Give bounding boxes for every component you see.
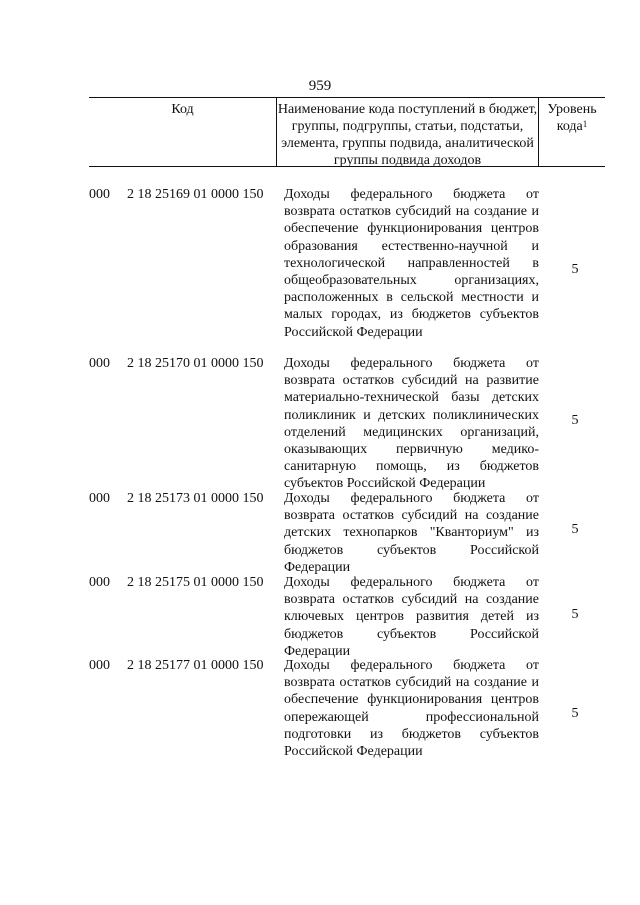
row-description: Доходы федерального бюджета от возврата остатков субсидий на создание детских технопарков "Кванториум" из бюджетов субъектов Российской Федерации bbox=[284, 491, 539, 575]
header-name-column: Наименование кода поступлений в бюджет, группы, подгруппы, статьи, подстатьи, элемента, группы подвида, аналитической группы подвида доходов bbox=[277, 98, 539, 166]
row-level: 5 bbox=[571, 706, 579, 721]
row-level: 5 bbox=[571, 413, 579, 428]
row-revenue-code: 2 18 25170 01 0000 150 bbox=[127, 356, 264, 371]
row-description: Доходы федерального бюджета от возврата остатков субсидий на создание и обеспечение функционирования центров опережающей профессиональной подготовки из бюджетов субъектов Российской Федерации bbox=[284, 658, 539, 760]
row-revenue-code: 2 18 25175 01 0000 150 bbox=[127, 575, 264, 590]
row-admin-code: 000 bbox=[89, 491, 110, 506]
row-description: Доходы федерального бюджета от возврата остатков субсидий на развитие материально-технической базы детских поликлиник и детских поликлинических отделений медицинских организаций, оказывающих первичную медико-санитарную помощь, из бюджетов субъектов Российской Федерации bbox=[284, 356, 539, 492]
row-admin-code: 000 bbox=[89, 658, 110, 673]
row-level: 5 bbox=[571, 607, 579, 622]
row-revenue-code: 2 18 25173 01 0000 150 bbox=[127, 491, 264, 506]
table-header bbox=[89, 97, 605, 167]
header-level-label: Уровень кода bbox=[547, 102, 597, 134]
row-revenue-code: 2 18 25177 01 0000 150 bbox=[127, 658, 264, 673]
row-description: Доходы федерального бюджета от возврата остатков субсидий на создание ключевых центров развития детей из бюджетов субъектов Российской Федерации bbox=[284, 575, 539, 659]
header-level-column bbox=[539, 98, 605, 166]
row-admin-code: 000 bbox=[89, 575, 110, 590]
header-level-footnote: 1 bbox=[582, 119, 588, 129]
header-code-column: Код bbox=[89, 98, 277, 166]
page-number: 959 bbox=[308, 78, 332, 94]
row-level: 5 bbox=[571, 522, 579, 537]
row-admin-code: 000 bbox=[89, 356, 110, 371]
row-revenue-code: 2 18 25169 01 0000 150 bbox=[127, 187, 264, 202]
row-level: 5 bbox=[571, 262, 579, 277]
row-admin-code: 000 bbox=[89, 187, 110, 202]
row-description: Доходы федерального бюджета от возврата остатков субсидий на создание и обеспечение функционирования центров образования естественно-научной и технологической направленностей в общеобразовательных организациях, расположенных в сельской местности и малых городах, из бюджетов субъектов Российской Федерации bbox=[284, 187, 539, 340]
